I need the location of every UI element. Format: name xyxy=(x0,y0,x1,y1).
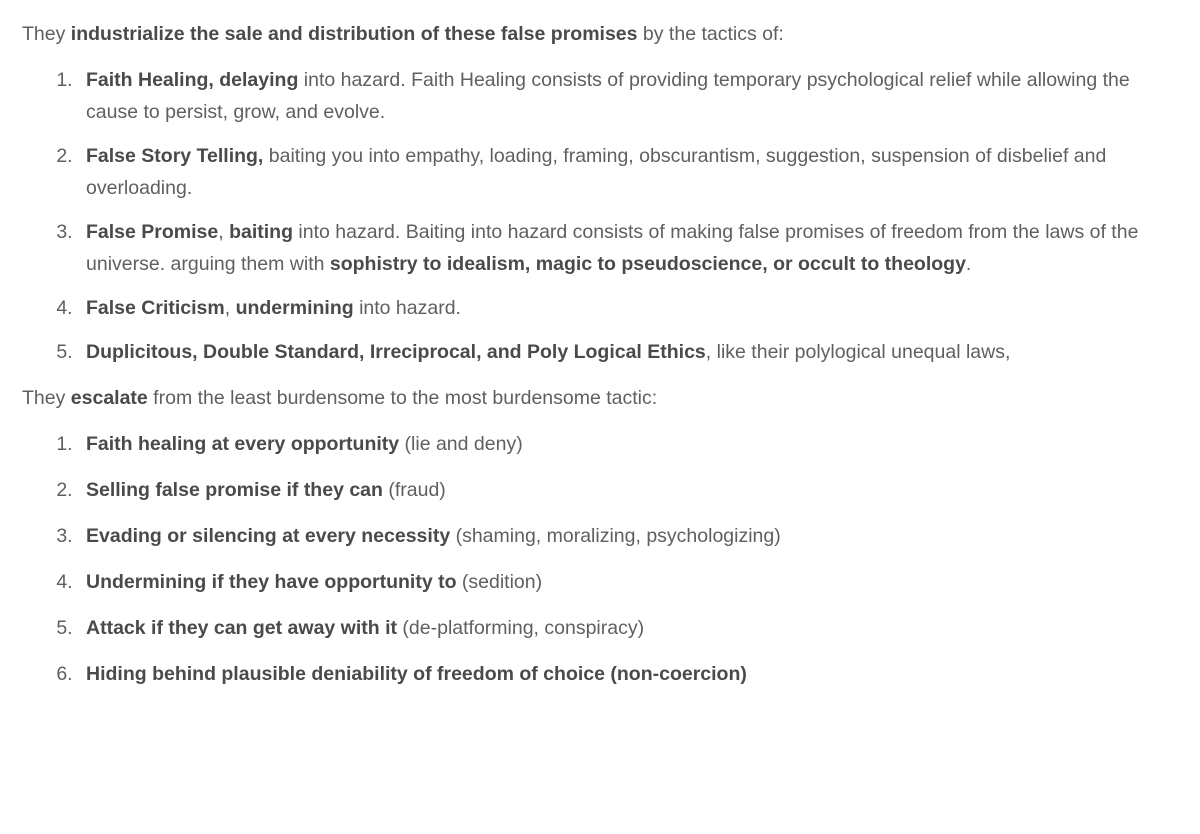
list-item xyxy=(78,520,1160,552)
tactic-3-bold-3: sophistry to idealism, magic to pseudoscience, or occult to theology xyxy=(329,253,966,275)
intro-paragraph-tactics xyxy=(22,18,1160,50)
intro-1-after: by the tactics of: xyxy=(637,23,784,45)
list-item xyxy=(78,612,1160,644)
escalation-1-bold: Faith healing at every opportunity xyxy=(86,433,400,455)
escalation-5-bold: Attack if they can get away with it xyxy=(86,617,397,639)
escalation-2-rest: (fraud) xyxy=(382,479,446,501)
tactic-3-bold-1: False Promise xyxy=(86,221,219,243)
list-item xyxy=(78,428,1160,460)
tactics-list xyxy=(22,64,1160,368)
list-item xyxy=(78,566,1160,598)
escalation-list xyxy=(22,428,1160,690)
escalation-5-rest: (de-platforming, conspiracy) xyxy=(397,617,645,639)
list-item xyxy=(78,474,1160,506)
tactic-3-text-3: . xyxy=(965,253,972,275)
list-item xyxy=(78,216,1160,280)
intro-2-after: from the least burdensome to the most burdensome tactic: xyxy=(147,387,658,409)
tactic-4-text-1: , xyxy=(224,297,236,319)
tactic-4-text-2: into hazard. xyxy=(353,297,461,319)
escalation-6-bold: Hiding behind plausible deniability of freedom of choice (non-coercion) xyxy=(86,663,747,685)
list-item xyxy=(78,336,1160,368)
list-item xyxy=(78,64,1160,128)
escalation-1-rest: (lie and deny) xyxy=(399,433,523,455)
intro-1-before: They xyxy=(22,23,71,45)
intro-2-before: They xyxy=(22,387,71,409)
tactic-2-bold-1: False Story Telling, xyxy=(86,145,264,167)
tactic-5-text-1: , like their polylogical unequal laws, xyxy=(705,341,1011,363)
intro-1-bold: industrialize the sale and distribution of these false promises xyxy=(70,23,638,45)
tactic-2-text-1: baiting you into empathy, loading, framing, obscurantism, suggestion, suspension of disbelief and overloading. xyxy=(86,145,1107,199)
tactic-3-text-1: , xyxy=(218,221,230,243)
tactic-3-text-2: into hazard. Baiting into hazard consists of making false promises of freedom from the laws of the universe. arguing them with xyxy=(86,221,1139,275)
escalation-3-rest: (shaming, moralizing, psychologizing) xyxy=(450,525,781,547)
tactic-4-bold-1: False Criticism xyxy=(86,297,225,319)
escalation-4-rest: (sedition) xyxy=(456,571,543,593)
escalation-4-bold: Undermining if they have opportunity to xyxy=(86,571,457,593)
list-item xyxy=(78,292,1160,324)
intro-paragraph-escalation xyxy=(22,382,1160,414)
intro-2-bold: escalate xyxy=(70,387,148,409)
tactic-4-bold-2: undermining xyxy=(235,297,354,319)
tactic-3-bold-2: baiting xyxy=(229,221,293,243)
list-item xyxy=(78,658,1160,690)
list-item xyxy=(78,140,1160,204)
escalation-2-bold: Selling false promise if they can xyxy=(86,479,383,501)
escalation-3-bold: Evading or silencing at every necessity xyxy=(86,525,451,547)
tactic-1-text-1: into hazard. Faith Healing consists of providing temporary psychological relief while allowing the cause to persist, grow, and evolve. xyxy=(86,69,1130,123)
tactic-1-bold-1: Faith Healing, delaying xyxy=(86,69,299,91)
tactic-5-bold-1: Duplicitous, Double Standard, Irreciprocal, and Poly Logical Ethics xyxy=(86,341,706,363)
